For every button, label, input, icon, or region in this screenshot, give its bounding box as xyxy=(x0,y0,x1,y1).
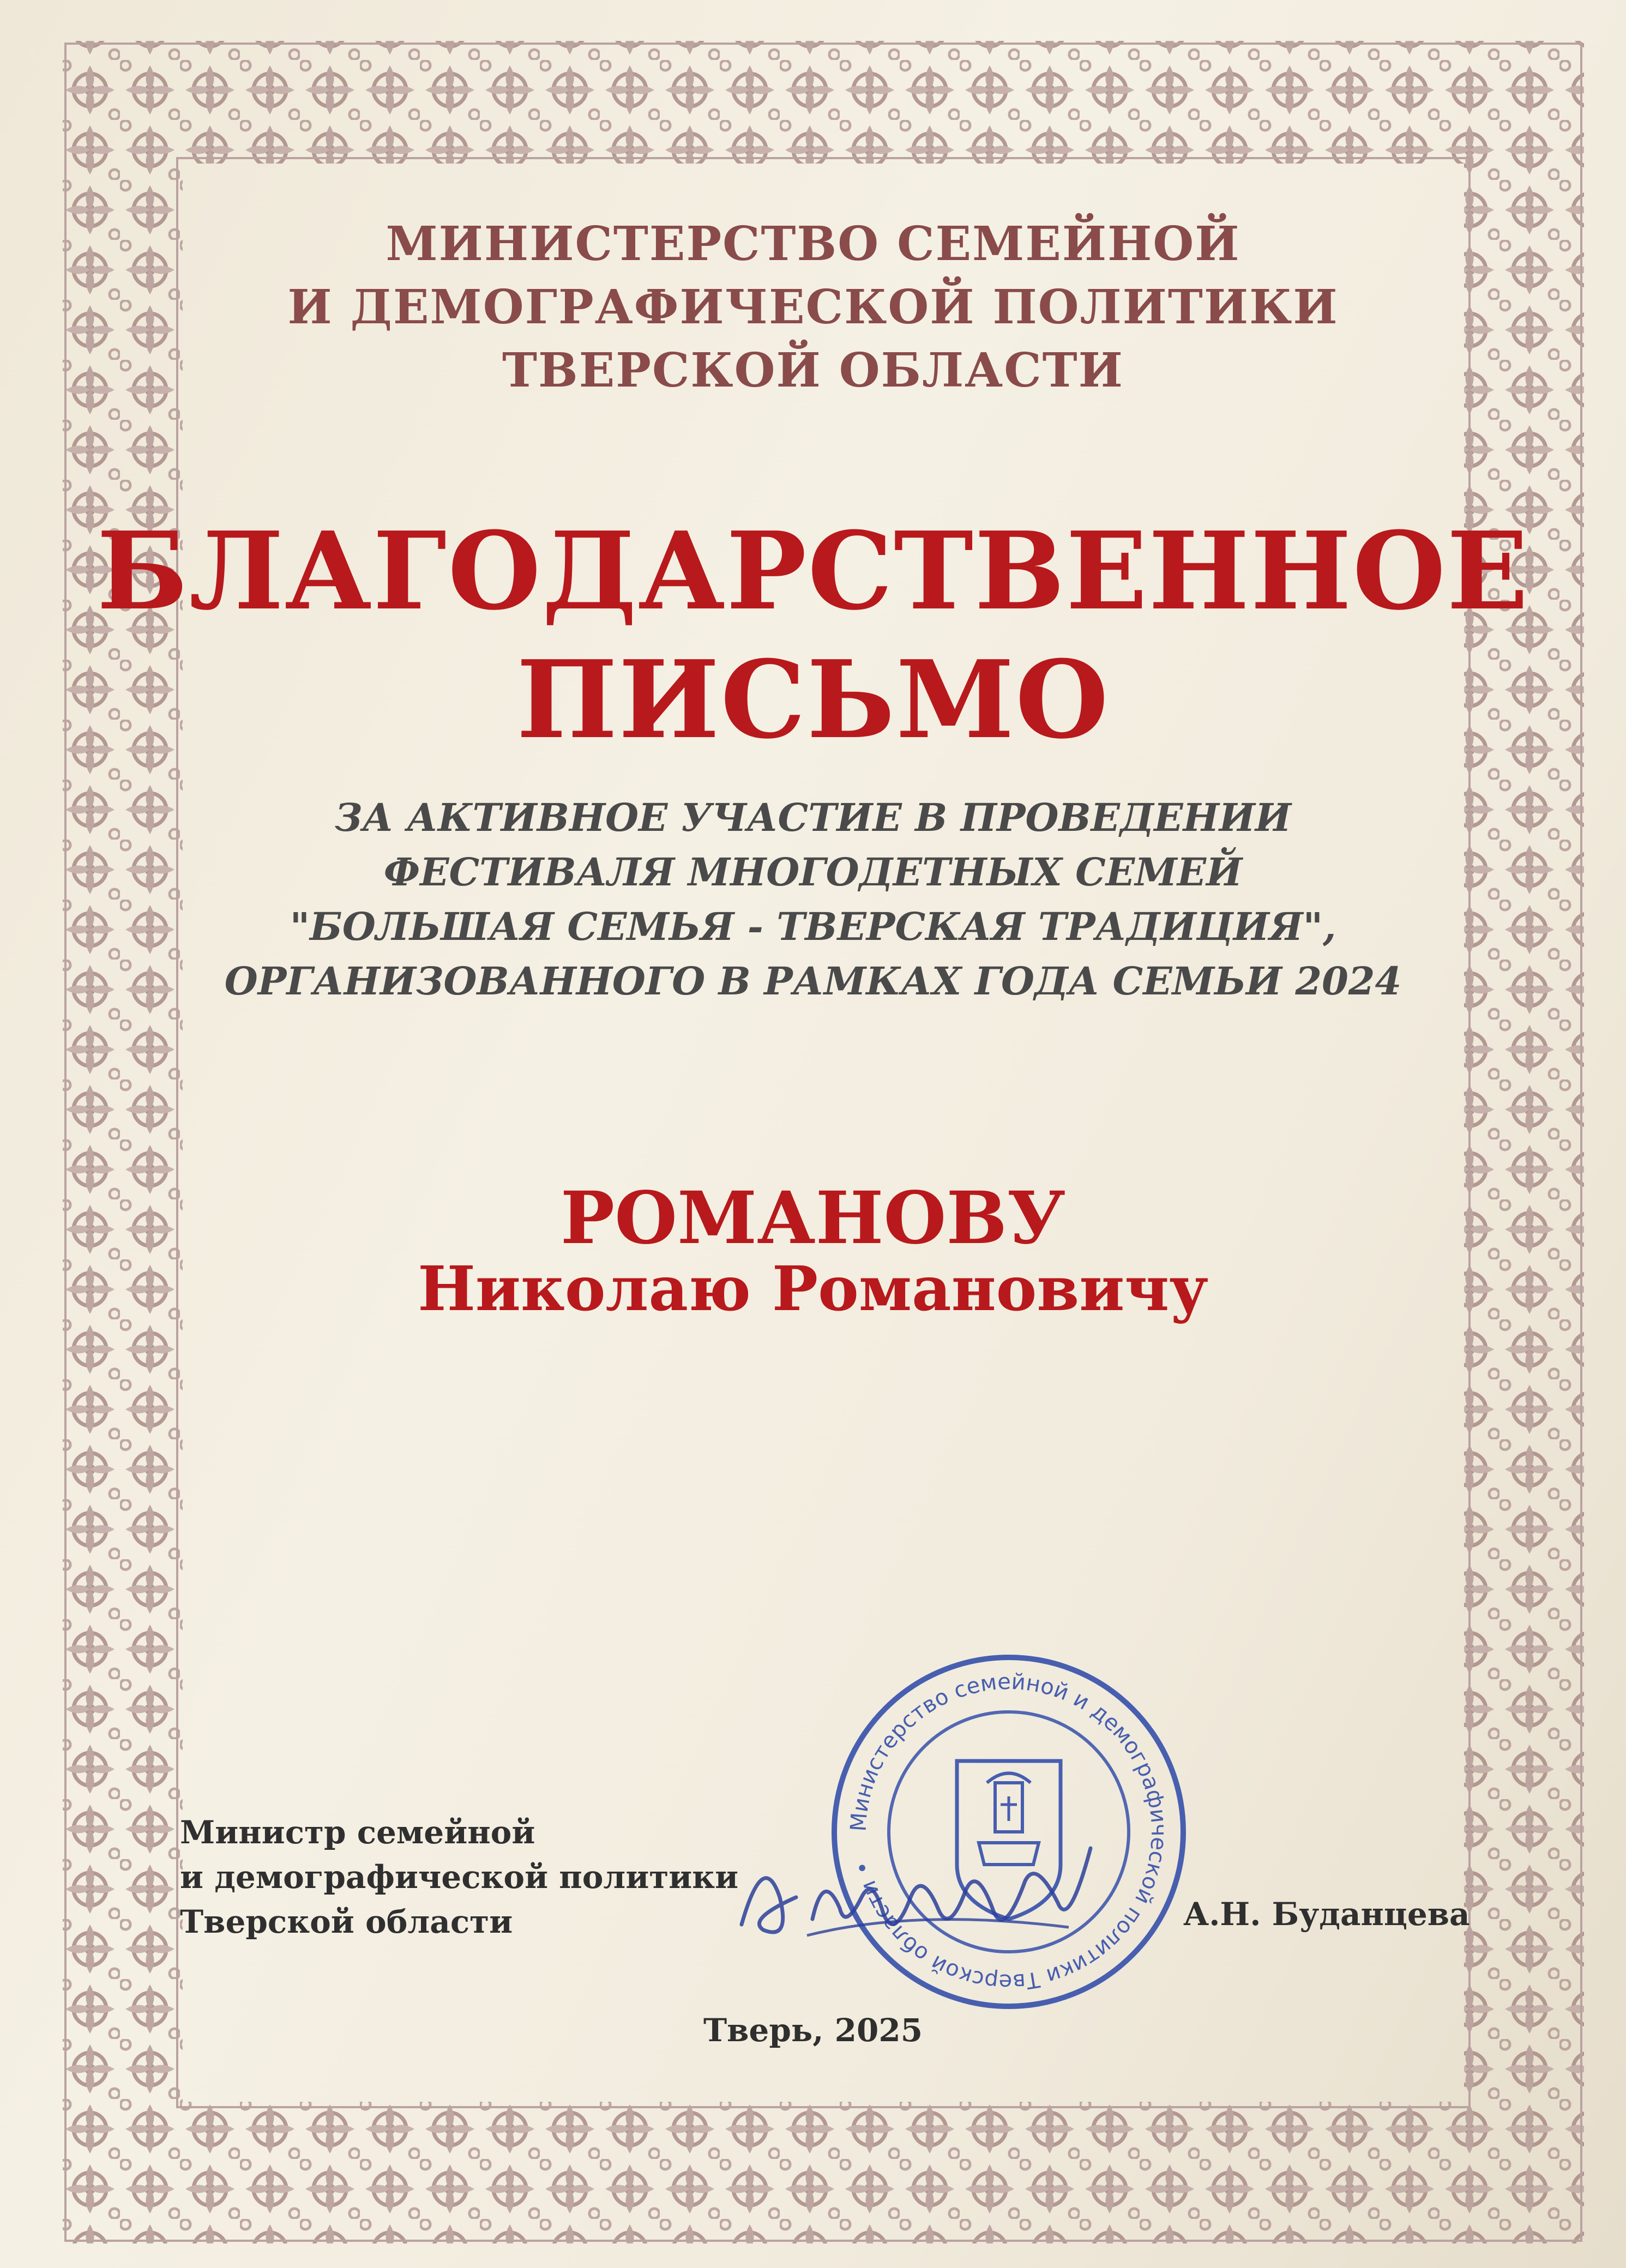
reason-line-2: ФЕСТИВАЛЯ МНОГОДЕТНЫХ СЕМЕЙ xyxy=(383,849,1243,895)
ministry-header xyxy=(0,213,1626,402)
handwritten-signature xyxy=(731,1815,1112,1979)
title-line-2: ПИСЬМО xyxy=(516,637,1110,763)
signer-title-line-3: Тверской области xyxy=(180,1903,513,1940)
document-title xyxy=(0,507,1626,764)
ministry-line-2: И ДЕМОГРАФИЧЕСКОЙ ПОЛИТИКИ xyxy=(287,280,1339,335)
ministry-line-1: МИНИСТЕРСТВО СЕМЕЙНОЙ xyxy=(386,216,1240,272)
reason-line-4: ОРГАНИЗОВАННОГО В РАМКАХ ГОДА СЕМЬИ 2024 xyxy=(224,958,1402,1004)
ministry-line-3: ТВЕРСКОЙ ОБЛАСТИ xyxy=(502,343,1124,398)
signer-title-line-2: и демографической политики xyxy=(180,1859,739,1896)
award-reason xyxy=(0,791,1626,1009)
seal-text: Министерство семейной и демографической политики Тверской области • xyxy=(846,1669,1172,1995)
signer-title-line-1: Министр семейной xyxy=(180,1814,535,1851)
recipient-surname: РОМАНОВУ xyxy=(560,1176,1066,1260)
title-line-1: БЛАГОДАРСТВЕННОЕ xyxy=(97,509,1529,634)
signer-title xyxy=(180,1810,738,1944)
place-and-date: Тверь, 2025 xyxy=(703,2012,923,2049)
reason-line-1: ЗА АКТИВНОЕ УЧАСТИЕ В ПРОВЕДЕНИИ xyxy=(335,795,1291,840)
reason-line-3: "БОЛЬШАЯ СЕМЬЯ - ТВЕРСКАЯ ТРАДИЦИЯ", xyxy=(290,904,1336,949)
signer-name: А.Н. Буданцева xyxy=(1183,1896,1470,1933)
recipient-given-names: Николаю Романовичу xyxy=(418,1253,1208,1325)
